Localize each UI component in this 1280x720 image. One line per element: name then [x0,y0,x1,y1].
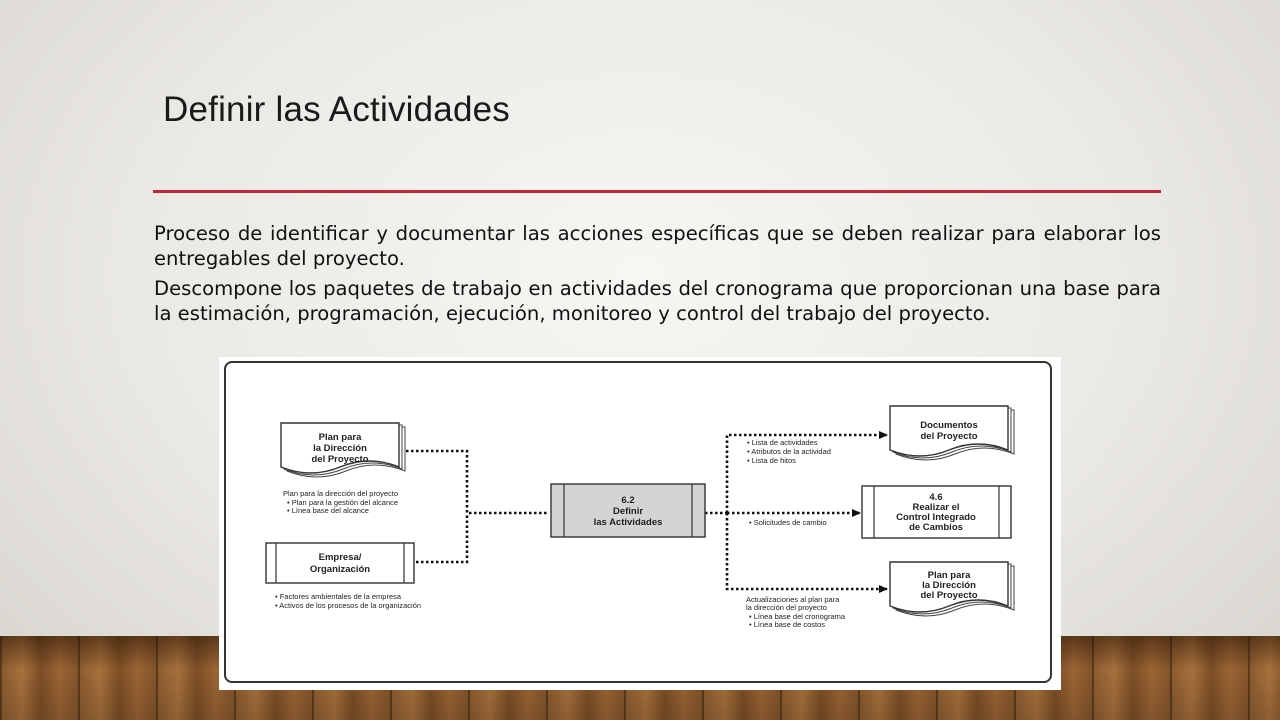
process-number: 6.2 [621,495,635,506]
output-plan-bullet-2: • Línea base de costos [749,620,826,629]
output-plan-line-1: Plan para [927,570,971,581]
diagram-canvas [219,357,1061,690]
input-plan-line-1: Plan para [318,432,362,443]
process-name-line-2: las Actividades [593,517,663,528]
output-control-cambios-box [862,486,1011,538]
title-underline [153,190,1161,193]
input-plan-document [281,423,405,477]
output-documentos-document [890,406,1014,460]
input-empresa-scroll [266,543,414,583]
input-plan-bullet-1: • Plan para la gestión del alcance [287,498,399,507]
paragraph-decomposition: Descompone los paquetes de trabajo en actividades del cronograma que proporcionan una base para la estimación, programación, ejecución, monitoreo y control del trabajo del proyecto. [154,277,1161,325]
output-plan-caption-line-2: la dirección del proyecto [746,603,827,612]
input-empresa-caption-group [275,592,421,610]
output-documentos-bullet-3: • Lista de hitos [747,456,796,465]
output-plan-bullet-1: • Línea base del cronograma [749,612,846,621]
slide-title: Definir las Actividades [163,90,510,129]
output-plan-line-2: la Dirección [922,580,976,591]
output-cambios-line-1: 4.6 [929,492,943,503]
output-cambios-line-3: Control Integrado [896,512,976,523]
output-cambios-line-2: Realizar el [912,502,960,513]
output-cambios-bullet-1: • Solicitudes de cambio [749,518,827,527]
input-empresa-bullet-1: • Factores ambientales de la empresa [275,592,402,601]
process-box [551,484,705,537]
input-empresa-line-2: Organización [309,564,371,575]
input-plan-line-3: del Proyecto [311,454,369,465]
output-plan-caption-line-1: Actualizaciones al plan para [746,595,840,604]
connector-empresa-to-process [411,513,467,562]
input-plan-caption-group [283,489,398,515]
output-documentos-line-1: Documentos [920,420,978,431]
output-cambios-line-4: de Cambios [909,522,963,533]
process-diagram [219,357,1061,690]
process-name-line-1: Definir [612,506,644,517]
output-plan-line-3: del Proyecto [920,590,978,601]
output-documentos-line-2: del Proyecto [920,431,978,442]
paragraph-definition: Proceso de identificar y documentar las acciones específicas que se deben realizar para elaborar los entregables del proyecto. [154,222,1161,270]
output-documentos-bullet-2: • Atributos de la actividad [747,447,831,456]
input-empresa-line-1: Empresa/ [318,552,362,563]
input-plan-line-2: la Dirección [313,443,367,454]
output-plan-caption-group [746,595,846,629]
connector-plan-to-process [401,451,549,513]
input-plan-caption: Plan para la dirección del proyecto [283,489,399,498]
output-documentos-bullets [747,438,831,465]
output-plan-document [890,562,1014,616]
input-empresa-bullet-2: • Activos de los procesos de la organización [275,601,422,610]
input-plan-bullet-2: • Línea base del alcance [287,506,369,515]
output-documentos-bullet-1: • Lista de actividades [747,438,818,447]
